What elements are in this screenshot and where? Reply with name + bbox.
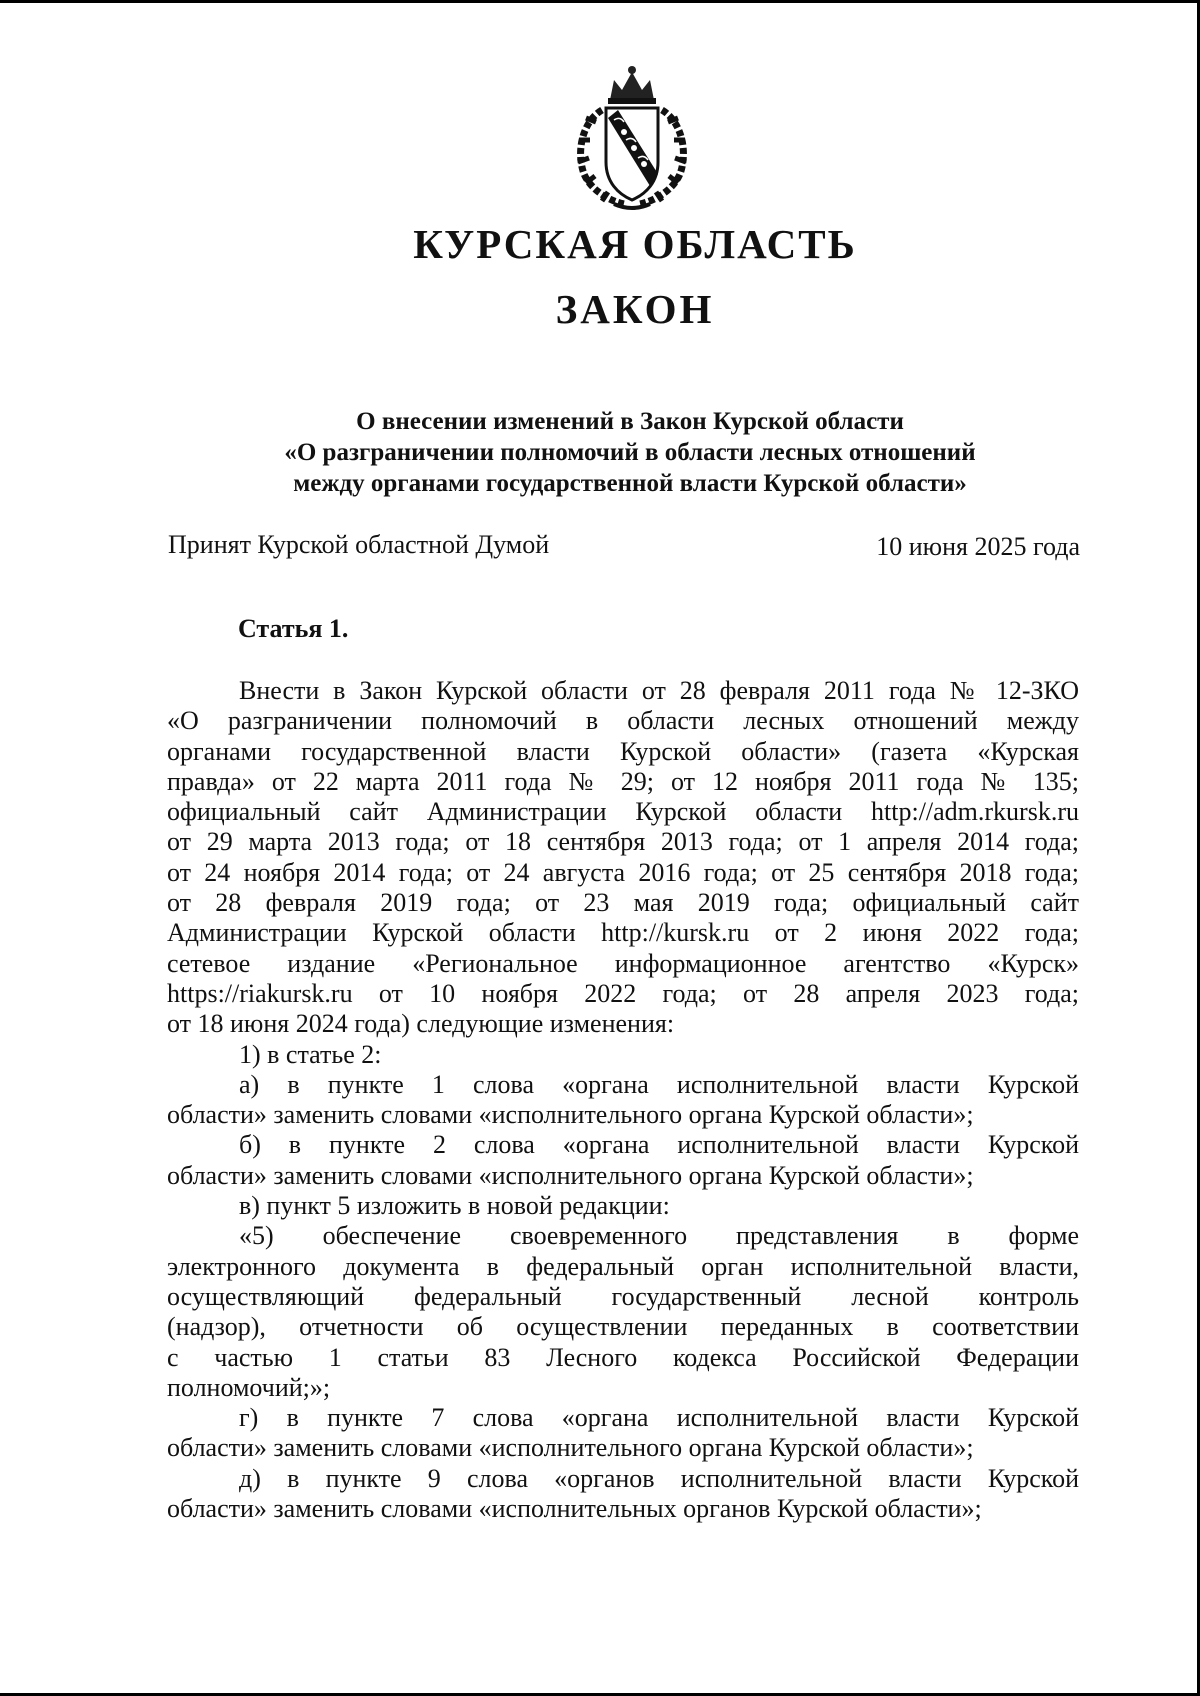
body-line: «О разграничении полномочий в области лесных отношений между bbox=[167, 706, 1079, 736]
body-line: с частью 1 статьи 83 Лесного кодекса Российской Федерации bbox=[167, 1342, 1079, 1372]
body-line: области» заменить словами «исполнительного органа Курской области»; bbox=[167, 1433, 974, 1463]
law-title-line: между органами государственной власти Курской области» bbox=[293, 470, 967, 497]
adoption-date: 10 июня 2025 года bbox=[876, 532, 1080, 561]
body-line: д) в пункте 9 слова «органов исполнительной власти Курской bbox=[239, 1463, 1079, 1493]
body-line: г) в пункте 7 слова «органа исполнительной власти Курской bbox=[239, 1403, 1079, 1433]
article-title: Статья 1. bbox=[238, 614, 349, 643]
body-line: а) в пункте 1 слова «органа исполнительной власти Курской bbox=[239, 1069, 1079, 1099]
body-line: области» заменить словами «исполнительных органов Курской области»; bbox=[167, 1494, 982, 1524]
body-line: области» заменить словами «исполнительного органа Курской области»; bbox=[167, 1100, 974, 1130]
body-line: «5) обеспечение своевременного представления в форме bbox=[239, 1221, 1079, 1251]
body-line: Внести в Закон Курской области от 28 февраля 2011 года № 12-ЗКО bbox=[239, 676, 1079, 705]
body-line: от 24 ноября 2014 года; от 24 августа 2016 года; от 25 сентября 2018 года; bbox=[167, 857, 1079, 887]
law-title-line: «О разграничении полномочий в области лесных отношений bbox=[284, 439, 976, 466]
body-line: от 29 марта 2013 года; от 18 сентября 2013 года; от 1 апреля 2014 года; bbox=[167, 827, 1079, 857]
body-line: полномочий;»; bbox=[167, 1372, 331, 1402]
law-title-line: О внесении изменений в Закон Курской области bbox=[356, 408, 904, 435]
body-line: от 28 февраля 2019 года; от 23 мая 2019 года; официальный сайт bbox=[167, 888, 1079, 918]
body-line: 1) в статье 2: bbox=[239, 1039, 382, 1069]
body-line: сетевое издание «Региональное информационное агентство «Курск» bbox=[167, 948, 1079, 978]
body-line: электронного документа в федеральный орган исполнительной власти, bbox=[167, 1251, 1079, 1281]
article-body bbox=[167, 676, 1079, 1524]
region-title: КУРСКАЯ ОБЛАСТЬ bbox=[413, 221, 857, 267]
body-line: от 18 июня 2024 года) следующие изменения: bbox=[167, 1009, 675, 1039]
coat-of-arms-icon bbox=[562, 62, 702, 212]
body-line: б) в пункте 2 слова «органа исполнительной власти Курской bbox=[239, 1130, 1079, 1160]
body-line: Администрации Курской области http://kursk.ru от 2 июня 2022 года; bbox=[167, 918, 1079, 948]
body-line: в) пункт 5 изложить в новой редакции: bbox=[239, 1191, 670, 1221]
body-line: официальный сайт Администрации Курской области http://adm.rkursk.ru bbox=[167, 797, 1079, 827]
body-line: правда» от 22 марта 2011 года № 29; от 12 ноября 2011 года № 135; bbox=[167, 766, 1079, 796]
scan-border-top bbox=[0, 0, 1200, 3]
body-line: (надзор), отчетности об осуществлении переданных в соответствии bbox=[167, 1312, 1079, 1342]
document-type: ЗАКОН bbox=[555, 286, 715, 332]
body-line: https://riakursk.ru от 10 ноября 2022 года; от 28 апреля 2023 года; bbox=[167, 978, 1079, 1008]
body-line: области» заменить словами «исполнительного органа Курской области»; bbox=[167, 1160, 974, 1190]
body-line: органами государственной власти Курской области» (газета «Курская bbox=[167, 736, 1079, 766]
adopted-by: Принят Курской областной Думой bbox=[168, 530, 550, 559]
law-title bbox=[200, 406, 1060, 499]
body-line: осуществляющий федеральный государственный лесной контроль bbox=[167, 1281, 1079, 1311]
